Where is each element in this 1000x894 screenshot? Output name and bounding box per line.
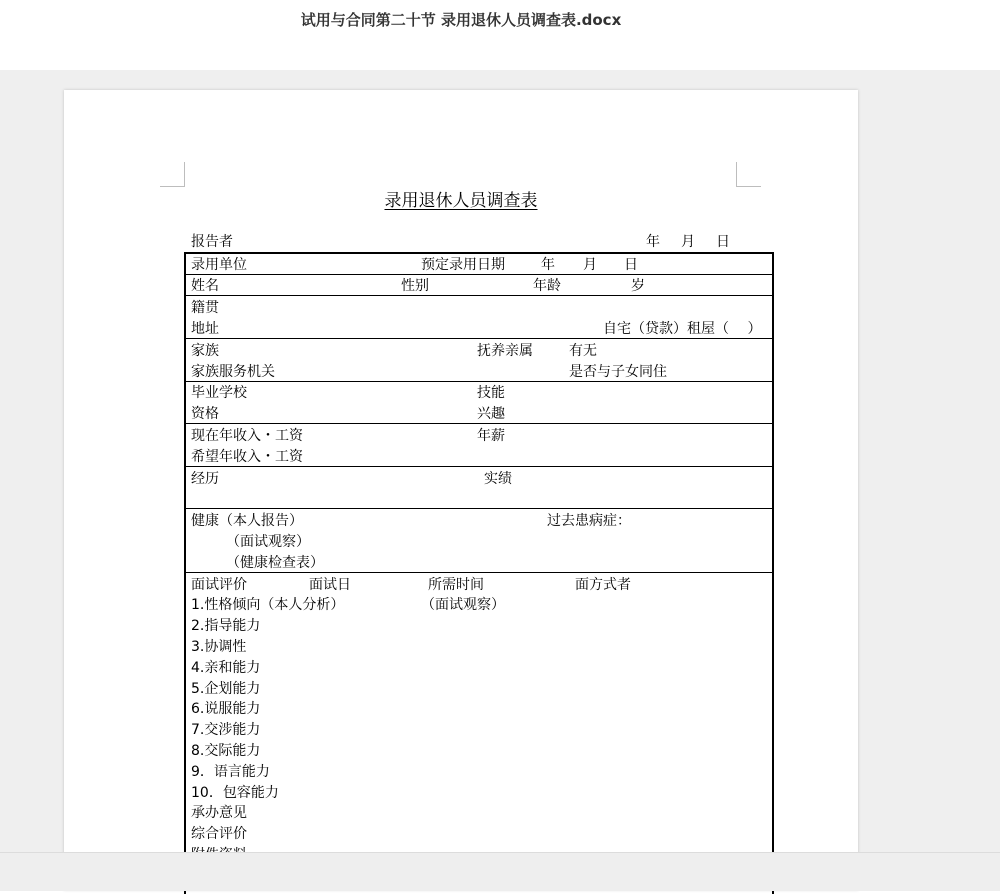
has-or-not-label: 有无	[569, 343, 597, 359]
past-illness-label: 过去患病症：	[547, 513, 631, 529]
interview-date-label: 面试日	[309, 577, 351, 593]
date-day-label: 日	[716, 234, 730, 250]
planned-year-label: 年	[541, 257, 555, 273]
handling-opinion-label: 承办意见	[191, 805, 247, 821]
row-divider	[184, 508, 774, 509]
interests-label: 兴趣	[477, 406, 505, 422]
eval-item-2: 2.指导能力	[191, 618, 261, 634]
eval-item-4: 4.亲和能力	[191, 660, 261, 676]
bottom-bar	[0, 852, 1000, 891]
family-label: 家族	[191, 343, 219, 359]
margin-corner-top-right	[736, 162, 761, 187]
evaluation-label: 面试评价	[191, 577, 247, 593]
name-label: 姓名	[191, 278, 219, 294]
eval-item-3: 3.协调性	[191, 639, 247, 655]
age-unit-label: 岁	[631, 278, 645, 294]
unit-label: 录用单位	[191, 257, 247, 273]
row-divider	[184, 338, 774, 339]
row-divider	[184, 381, 774, 382]
document-title: 试用与合同第二十节 录用退休人员调查表.docx	[300, 11, 622, 29]
eval-item-9: 9．语言能力	[191, 764, 270, 780]
eval-item-1-observation: （面试观察）	[421, 597, 505, 613]
margin-corner-top-left	[160, 162, 185, 187]
family-employer-label: 家族服务机关	[191, 364, 275, 380]
document-viewer[interactable]	[0, 70, 1000, 852]
health-check-label: （健康检查表）	[226, 555, 324, 571]
experience-label: 经历	[191, 471, 219, 487]
qualification-label: 资格	[191, 406, 219, 422]
interviewer-label: 面方式者	[575, 577, 631, 593]
form-title: 录用退休人员调查表	[384, 191, 538, 211]
gender-label: 性别	[401, 278, 429, 294]
date-year-label: 年	[646, 234, 660, 250]
eval-item-6: 6.说服能力	[191, 701, 261, 717]
row-divider	[184, 295, 774, 296]
eval-item-10: 10．包容能力	[191, 785, 279, 801]
date-month-label: 月	[681, 234, 695, 250]
annual-salary-label: 年薪	[477, 428, 505, 444]
current-income-label: 现在年收入・工资	[191, 428, 303, 444]
school-label: 毕业学校	[191, 385, 247, 401]
title-bar	[0, 0, 1000, 70]
skills-label: 技能	[477, 385, 505, 401]
reporter-label: 报告者	[191, 234, 233, 250]
row-divider	[184, 572, 774, 573]
eval-item-7: 7.交涉能力	[191, 722, 261, 738]
eval-item-1: 1.性格倾向（本人分析）	[191, 597, 345, 613]
row-divider	[184, 423, 774, 424]
origin-label: 籍贯	[191, 300, 219, 316]
address-label: 地址	[191, 321, 219, 337]
eval-item-8: 8.交际能力	[191, 743, 261, 759]
age-label: 年龄	[533, 278, 561, 294]
housing-label: 自宅（贷款）租屋（ ）	[603, 321, 762, 337]
interview-observation-label: （面试观察）	[226, 534, 310, 550]
document-page	[64, 90, 858, 890]
time-required-label: 所需时间	[428, 577, 484, 593]
planned-month-label: 月	[583, 257, 597, 273]
overall-evaluation-label: 综合评价	[191, 826, 247, 842]
dependents-label: 抚养亲属	[477, 343, 533, 359]
expected-income-label: 希望年收入・工资	[191, 449, 303, 465]
row-divider	[184, 466, 774, 467]
row-divider	[184, 274, 774, 275]
planned-date-label: 预定录用日期	[421, 257, 505, 273]
live-with-children-label: 是否与子女同住	[569, 364, 667, 380]
health-self-label: 健康（本人报告）	[191, 513, 303, 529]
eval-item-5: 5.企划能力	[191, 681, 261, 697]
achievements-label: 实绩	[484, 471, 512, 487]
planned-day-label: 日	[624, 257, 638, 273]
